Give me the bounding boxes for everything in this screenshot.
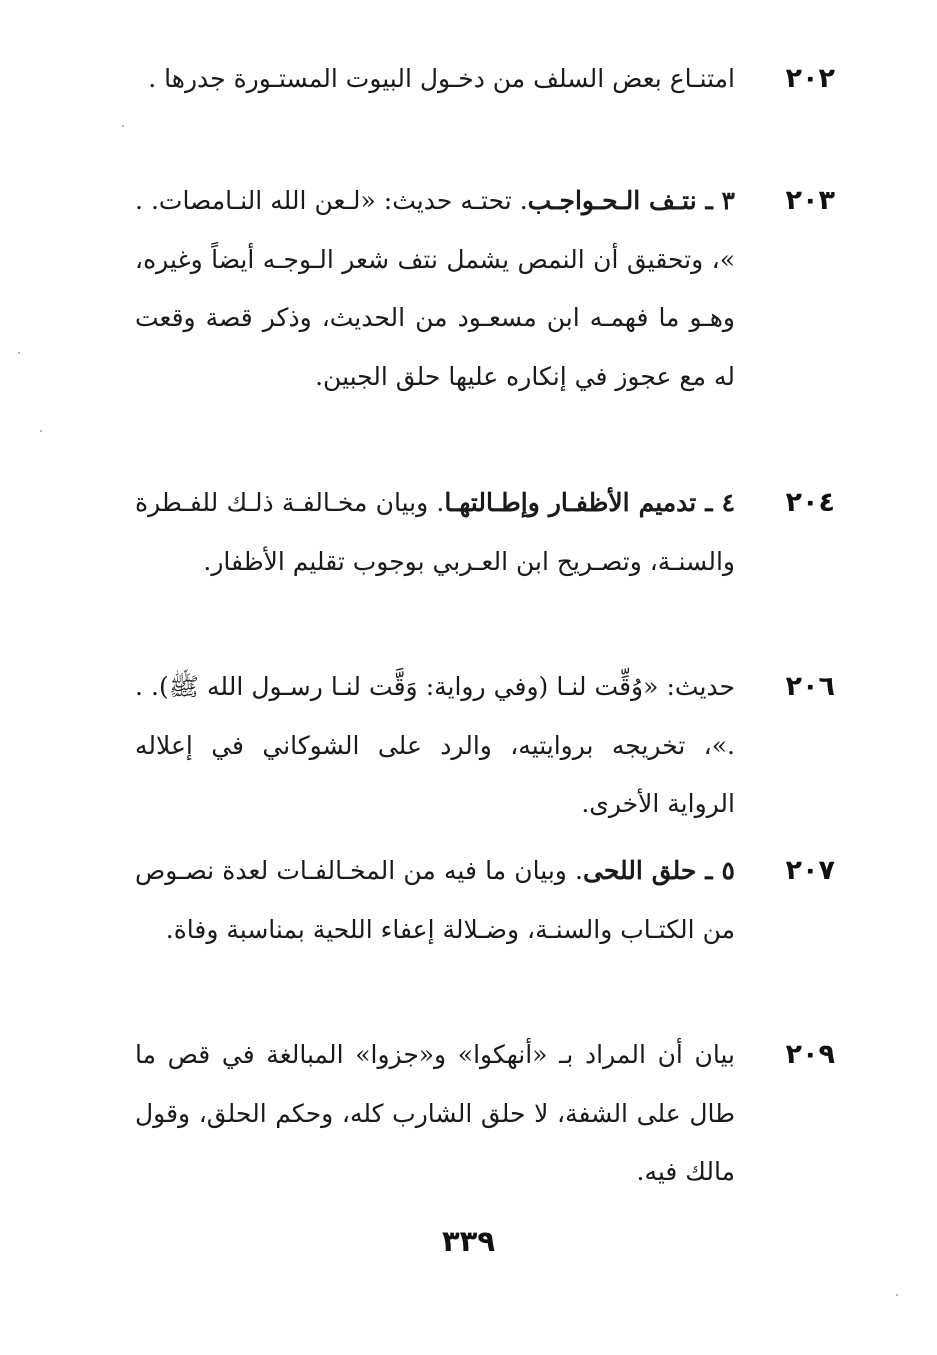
entry-heading: ٥ ـ حلق اللحى <box>582 856 735 885</box>
index-entry <box>135 50 835 109</box>
entry-heading: ٣ ـ نتـف الـحـواجـب <box>527 186 735 215</box>
entry-text <box>135 1026 771 1202</box>
scan-speck <box>18 352 20 354</box>
entry-page-number: ٢٠٦ <box>785 671 835 702</box>
index-entry <box>135 658 835 834</box>
entry-body: . وبيان ما فيه من المخـالفـات لعدة نصـوص من الكتـاب والسنـة، وضـلالة إعفاء اللحية بمناسبة وفاة. <box>135 856 735 944</box>
entry-body: حديث: «وُقِّت لنـا (وفي رواية: وَقَّت لنـا رسـول الله ﷺ). . .»، تخريجه بروايتيه، والرد على الشوكاني في إعلاله الرواية الأخرى. <box>135 672 735 818</box>
entry-body: امتنـاع بعض السلف من دخـول البيوت المستـورة جدرها . <box>148 64 735 93</box>
entry-page-number: ٢٠٤ <box>785 487 835 518</box>
index-entry <box>135 842 835 959</box>
entry-body: بيان أن المراد بـ «أنهكوا» و«جزوا» المبالغة في قص ما طال على الشفة، لا حلق الشارب كله، وحكم الحلق، وقول مالك فيه. <box>135 1040 735 1186</box>
entry-text <box>135 50 771 109</box>
entry-body: . تحتـه حديث: «لـعن الله النـامصات. . »، وتحقيق أن النمص يشمل نتف شعر الـوجـه أيضاً وغيره، وهـو ما فهمـه ابن مسعـود من الحديث، وذكر قصة وقعت له مع عجوز في إنكاره عليها حلق الجبين. <box>135 186 735 391</box>
entry-page-number: ٢٠٢ <box>785 63 835 94</box>
index-entry <box>135 172 835 406</box>
entry-page-number: ٢٠٩ <box>785 1039 835 1070</box>
scan-speck <box>122 125 124 127</box>
entry-page-number: ٢٠٧ <box>785 855 835 886</box>
entry-text <box>135 842 771 959</box>
scan-speck <box>40 430 42 432</box>
entry-text <box>135 474 771 591</box>
entry-page-number: ٢٠٣ <box>785 185 835 216</box>
index-entry <box>135 1026 835 1202</box>
entry-text <box>135 172 771 406</box>
entry-body: . وبيان مخـالفـة ذلـك للفـطرة والسنـة، وتصـريح ابن العـربي بوجوب تقليم الأظفار. <box>135 488 735 576</box>
entry-heading: ٤ ـ تدميم الأظفـار وإطـالتهـا <box>444 488 735 517</box>
scan-speck <box>896 1294 898 1296</box>
entry-text <box>135 658 771 834</box>
index-entry <box>135 474 835 591</box>
footer-page-number: ٣٣٩ <box>441 1224 496 1258</box>
